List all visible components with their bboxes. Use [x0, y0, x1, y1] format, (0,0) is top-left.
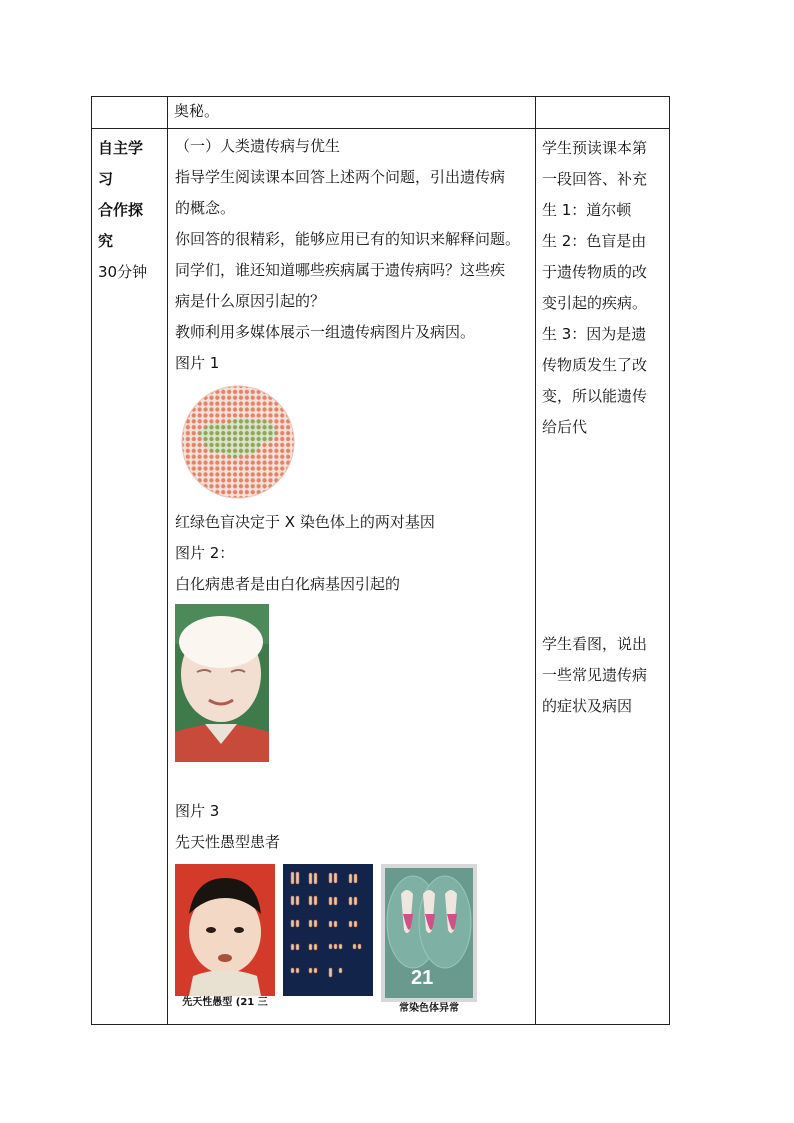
continuation-text: 奥秘。 — [174, 102, 220, 120]
paragraph-line: 教师利用多媒体展示一组遗传病图片及病因。 — [175, 323, 476, 341]
table-row — [92, 129, 670, 1025]
stage-label-line: 习 — [98, 170, 114, 188]
figure-label: 图片 3 — [175, 802, 220, 820]
student-activity-line: 传物质发生了改 — [542, 356, 648, 374]
left-cell-top — [92, 97, 168, 129]
figure-label: 图片 2： — [175, 544, 235, 562]
figure-caption: 先天性愚型患者 — [175, 833, 281, 851]
paragraph-line: 指导学生阅读课本回答上述两个问题，引出遗传病 — [175, 168, 506, 186]
paragraph-line: 病是什么原因引起的？ — [175, 292, 326, 310]
student-activity-line: 变，所以能遗传 — [542, 387, 648, 405]
lesson-plan-table — [91, 96, 670, 1025]
chromosome-21-image — [381, 864, 477, 1002]
stage-label-line: 究 — [98, 232, 114, 250]
figure-caption: 白化病患者是由白化病基因引起的 — [175, 575, 401, 593]
student-activity-line: 于遗传物质的改 — [542, 263, 648, 281]
paragraph-line: 你回答的很精彩，能够应用已有的知识来解释问题。 — [175, 230, 521, 248]
image-caption: 先天性愚型 (21 三 — [182, 997, 268, 1008]
student-activity-line: 生 2：色盲是由 — [542, 232, 647, 250]
middle-cell — [168, 129, 536, 1025]
student-activity-line: 给后代 — [542, 418, 588, 436]
student-activity-line: 学生预读课本第 — [542, 139, 648, 157]
section-title: （一）人类遗传病与优生 — [175, 137, 341, 155]
student-activity-line: 生 1：道尔顿 — [542, 201, 632, 219]
left-cell — [92, 129, 168, 1025]
color-blindness-test-image — [179, 383, 297, 501]
figure-label: 图片 1 — [175, 354, 220, 372]
stage-label-line: 自主学 — [98, 139, 144, 157]
stage-duration: 30分钟 — [98, 263, 148, 281]
middle-cell-top — [168, 97, 536, 129]
down-syndrome-images — [175, 864, 529, 1016]
figure-caption: 红绿色盲决定于 X 染色体上的两对基因 — [175, 513, 435, 531]
student-activity-line: 的症状及病因 — [542, 697, 633, 715]
student-activity-line: 学生看图，说出 — [542, 635, 648, 653]
student-activity-line: 一段回答、补充 — [542, 170, 648, 188]
paragraph-line: 的概念。 — [175, 199, 236, 217]
right-cell — [536, 129, 670, 1025]
table-row — [92, 97, 670, 129]
paragraph-line: 同学们，谁还知道哪些疾病属于遗传病吗？这些疾 — [175, 261, 506, 279]
karyotype-number: 21 — [411, 967, 434, 989]
student-activity-line: 一些常见遗传病 — [542, 666, 648, 684]
albinism-child-photo — [175, 604, 269, 762]
down-syndrome-child-photo — [175, 864, 275, 996]
student-activity-line: 变引起的疾病。 — [542, 294, 648, 312]
image-caption: 常染色体异常 — [399, 1003, 459, 1014]
right-cell-top — [536, 97, 670, 129]
student-activity-line: 生 3：因为是遗 — [542, 325, 647, 343]
stage-label-line: 合作探 — [98, 201, 144, 219]
karyotype-image — [283, 864, 373, 996]
